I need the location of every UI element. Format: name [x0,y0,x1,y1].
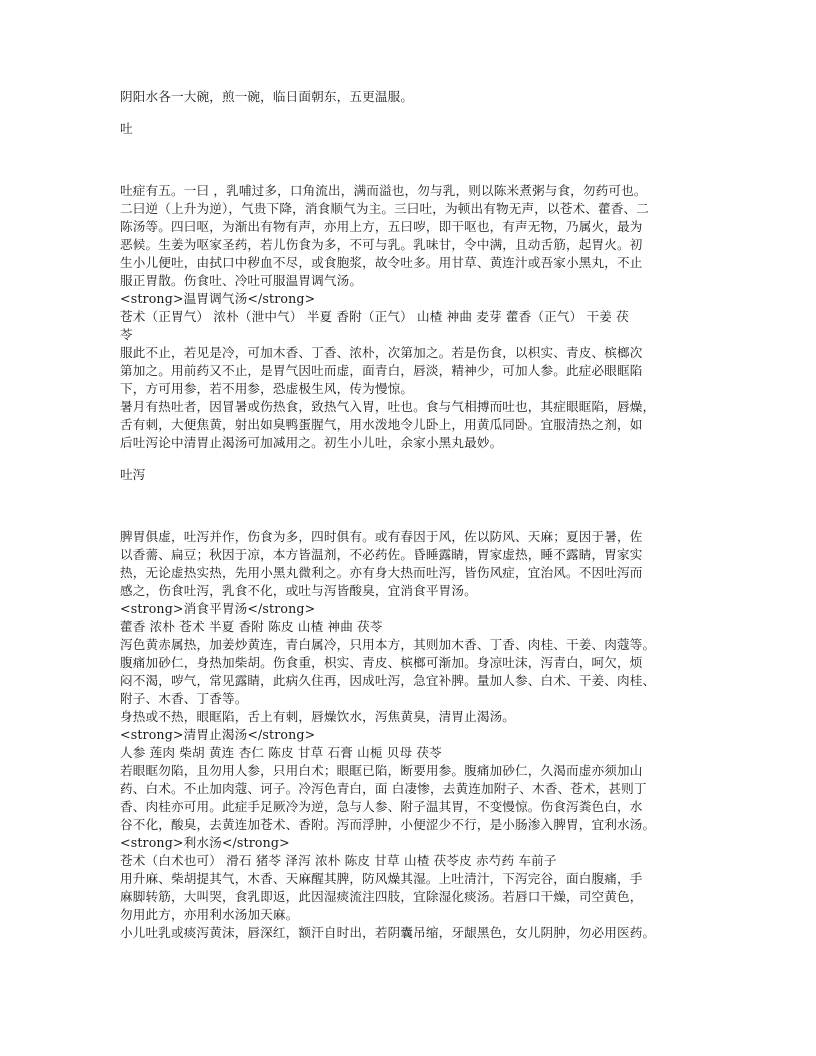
text-line: 下，方可用参，若不用参，恐虚极生风，传为慢惊。 [120,381,414,396]
text-line: 麻脚转筋，大叫哭，食乳即返，此因湿痰流注四肢，宜除湿化痰汤。若唇口干燥，司空黄色， [120,889,643,904]
text-line: 若眼眶勿陷，且勿用人参，只用白术；眼眶已陷，断要用参。腹痛加砂仁，久渴而虚亦须加山 [120,763,643,778]
text-line: 第加之。用前药又不止，是胃气因吐而虚，面青白，唇淡，精神少，可加人参。此症必眼眶陷 [120,363,643,378]
text-line: 热，无论虚热实热，先用小黑丸微利之。亦有身大热而吐泻，皆伤风症，宜治风。不因吐泻而 [120,565,643,580]
text-line: 以香薷、扁豆；秋因于凉，本方皆温剂，不必药佐。昏睡露睛，胃家虚热，睡不露睛，胃家实 [120,547,643,562]
text-line: 恶候。生姜为呕家圣药，若儿伤食为多，不可与乳。乳味甘，令中满，且动舌筋，起胃火。初 [120,237,643,252]
text-line: 药、白术。不止加肉蔻、诃子。冷泻色青白，面 白凄惨，去黄连加附子、木香、苍术，甚则丁 [120,781,647,796]
ingredient-line: 苍术（正胃气） 浓朴（泄中气） 半夏 香附（正气） 山楂 神曲 麦芽 藿香（正气） 干姜 茯 [120,309,629,324]
ingredient-line: 苓 [120,327,133,342]
text-line: 泻色黄赤属热，加姜炒黄连，青白属冷，只用本方，其则加木香、丁香、肉桂、干姜、肉蔻等。 [120,637,656,652]
text-line: 脾胃俱虚，吐泻并作，伤食为多，四时俱有。或有春因于风，佐以防风、天麻；夏因于暑，佐 [120,529,643,544]
text-line: 二曰逆（上升为逆），气贵下降，消食顺气为主。三曰吐，为顿出有物无声，以苍术、藿香、二 [120,201,649,216]
text-line: 陈汤等。四曰呕，为渐出有物有声，亦用上方，五曰哕，即干呕也，有声无物，乃属火，最为 [120,219,643,234]
ingredient-line: 人参 莲肉 柴胡 黄连 杏仁 陈皮 甘草 石膏 山栀 贝母 茯苓 [120,745,442,760]
recipe-title: <strong>清胃止渴汤</strong> [120,727,316,742]
recipe-title: <strong>消食平胃汤</strong> [120,601,316,616]
text-line: 腹痛加砂仁，身热加柴胡。伤食重，枳实、青皮、槟榔可渐加。身凉吐沫，泻青白，呵欠，烦 [120,655,643,670]
text-line: 身热或不热，眼眶陷，舌上有刺，唇燥饮水，泻焦黄臭，清胃止渴汤。 [120,709,516,724]
section-body [120,528,708,942]
recipe-title: <strong>温胃调气汤</strong> [120,291,316,306]
ingredient-line: 藿香 浓朴 苍术 半夏 香附 陈皮 山楂 神曲 茯苓 [120,619,383,634]
text-line: 服此不止，若见是冷，可加木香、丁香、浓朴，次第加之。若是伤食，以枳实、青皮、槟榔次 [120,345,643,360]
document-page [120,88,708,942]
text-line: 舌有刺，大便焦黄，射出如臭鸭蛋腥气，用水泼地令儿卧上，用黄瓜同卧。宜服清热之剂，如 [120,417,643,432]
text-line: 生小儿便吐，由拭口中秽血不尽，或食胞浆，故令吐多。用甘草、黄连汁或吾家小黑丸，不止 [120,255,643,270]
text-line: 闷不渴，哕气，常见露睛，此病久住再，因成吐泻，急宜补脾。量加人参、白术、干姜、肉桂、 [120,673,656,688]
section-heading: 吐泻 [120,467,146,482]
recipe-title: <strong>利水汤</strong> [120,835,290,850]
text-line: 吐症有五。一曰 ，乳哺过多，口角流出，满而溢也，勿与乳，则以陈米煮粥与食，勿药可也。 [120,183,647,198]
section-heading: 吐 [120,121,133,136]
text-line: 附子、木香、丁香等。 [120,691,248,706]
ingredient-line: 苍术（白术也可） 滑石 猪苓 泽泻 浓朴 陈皮 甘草 山楂 茯苓皮 赤芍药 车前子 [120,853,557,868]
text-line: 感之，伤食吐泻，乳食不化，或吐与泻皆酸臭，宜消食平胃汤。 [120,583,477,598]
section-body [120,182,708,452]
text-line: 服正胃散。伤食吐、冷吐可服温胃调气汤。 [120,273,363,288]
text-line: 暑月有热吐者，因冒暑或伤热食，致热气入胃，吐也。食与气相搏而吐也，其症眼眶陷，唇燥， [120,399,656,414]
text-line: 香、肉桂亦可用。此症手足厥冷为逆，急与人参、附子温其胃，不变慢惊。伤食泻粪色白，水 [120,799,643,814]
text-line: 勿用此方，亦用利水汤加天麻。 [120,907,299,922]
text-line: 小儿吐乳或痰泻黄沫，唇深红，额汗自时出，若阴囊吊缩，牙龈黑色，女儿阴肿，勿必用医药。 [120,925,656,940]
intro-block [120,88,708,106]
text-line: 谷不化，酸臭，去黄连加苍术、香附。泻而浮肿，小便涩少不行，是小肠渗入脾胃，宜利水汤。 [120,817,656,832]
text-line: 用升麻、柴胡提其气，木香、天麻醒其脾，防风燥其湿。上吐清汁，下泻完谷，面白腹痛，手 [120,871,643,886]
text-line: 后吐泻论中清胃止渴汤可加减用之。初生小儿吐，余家小黑丸最妙。 [120,435,503,450]
text-line: 阴阳水各一大碗，煎一碗，临日面朝东，五更温服。 [120,89,414,104]
